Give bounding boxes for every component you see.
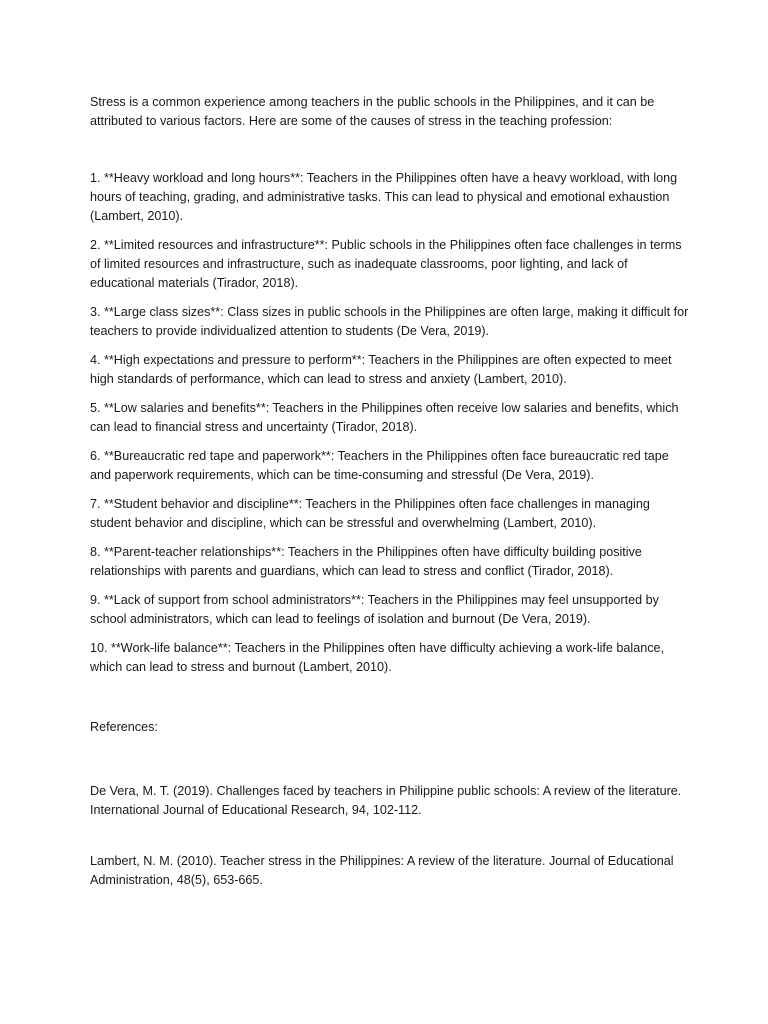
intro-paragraph: Stress is a common experience among teachers in the public schools in the Philippines, and it can be attributed to various factors. Here are some of the causes of stress in the teaching profession:: [90, 95, 655, 128]
list-item: 1. **Heavy workload and long hours**: Teachers in the Philippines often have a heavy workload, with long hours of teaching, grading, and administrative tasks. This can lead to physical and emotional exhaustion (Lambert, 2010).: [90, 171, 678, 223]
list-item: 5. **Low salaries and benefits**: Teachers in the Philippines often receive low salaries and benefits, which can lead to financial stress and uncertainty (Tirador, 2018).: [90, 401, 679, 434]
list-item: 3. **Large class sizes**: Class sizes in public schools in the Philippines are often large, making it difficult for teachers to provide individualized attention to students (De Vera, 2019).: [90, 305, 689, 338]
list-item: 8. **Parent-teacher relationships**: Teachers in the Philippines often have difficulty building positive relationships with parents and guardians, which can lead to stress and conflict (Tirador, 2018).: [90, 545, 642, 578]
list-item: 6. **Bureaucratic red tape and paperwork**: Teachers in the Philippines often face bureaucratic red tape and paperwork requirements, which can be time-consuming and stressful (De Vera, 2019).: [90, 449, 669, 482]
references-heading: References:: [90, 720, 158, 734]
list-item: 4. **High expectations and pressure to perform**: Teachers in the Philippines are often expected to meet high standards of performance, which can lead to stress and anxiety (Lambert, 2010).: [90, 353, 672, 386]
list-item: 9. **Lack of support from school administrators**: Teachers in the Philippines may feel unsupported by school administrators, which can lead to feelings of isolation and burnout (De Vera, 2019).: [90, 593, 659, 626]
references-list: [90, 782, 690, 890]
reference-entry: Lambert, N. M. (2010). Teacher stress in the Philippines: A review of the literature. Journal of Educational Administration, 48(5), 653-665.: [90, 854, 674, 887]
list-item: 2. **Limited resources and infrastructure**: Public schools in the Philippines often face challenges in terms of limited resources and infrastructure, such as inadequate classrooms, poor lighting, and lack of educational materials (Tirador, 2018).: [90, 238, 682, 290]
causes-list: [90, 169, 690, 677]
reference-entry: De Vera, M. T. (2019). Challenges faced by teachers in Philippine public schools: A review of the literature. International Journal of Educational Research, 94, 102-112.: [90, 784, 682, 817]
list-item: 7. **Student behavior and discipline**: Teachers in the Philippines often face challenges in managing student behavior and discipline, which can be stressful and overwhelming (Lambert, 2010).: [90, 497, 650, 530]
list-item: 10. **Work-life balance**: Teachers in the Philippines often have difficulty achieving a work-life balance, which can lead to stress and burnout (Lambert, 2010).: [90, 641, 665, 674]
document-page: [90, 93, 690, 922]
